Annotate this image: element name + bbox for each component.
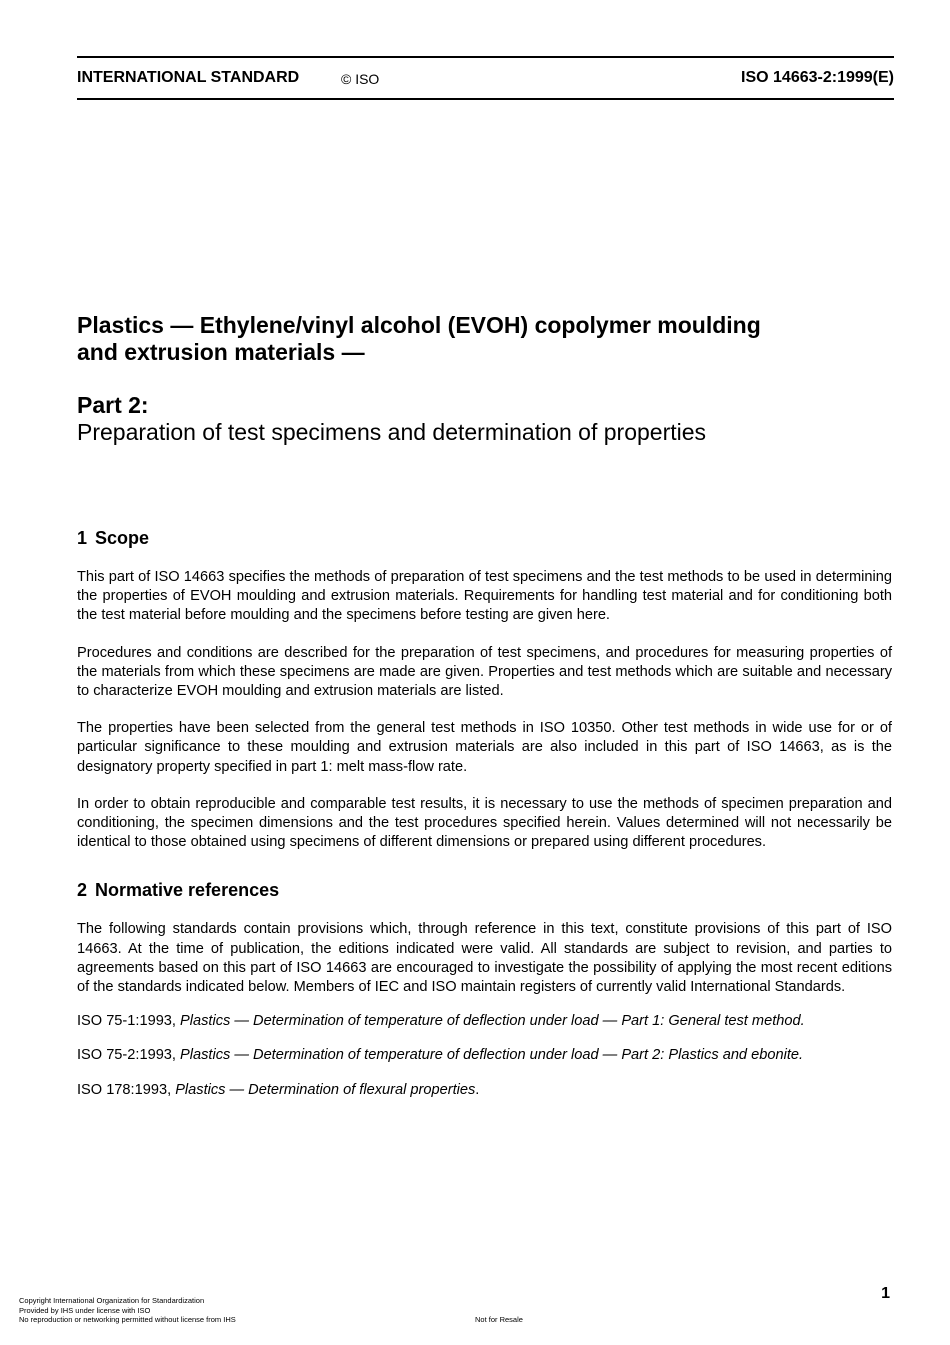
reference-item bbox=[77, 1046, 892, 1065]
reference-title: Plastics — Determination of temperature of deflection under load — Part 2: Plastics and ebonite. bbox=[180, 1047, 804, 1064]
reference-item bbox=[77, 1081, 892, 1100]
paragraph: Procedures and conditions are described for the preparation of test specimens, and procedures for measuring properties of the materials from which these specimens are made are given. Properties and test methods which are suitable and necessary to characterize EVOH moulding and extrusion materials are listed. bbox=[77, 644, 892, 700]
header-standard-label: INTERNATIONAL STANDARD bbox=[77, 69, 300, 86]
footer-line: No reproduction or networking permitted without license from IHS bbox=[19, 1315, 236, 1324]
footer-line: Provided by IHS under license with ISO bbox=[19, 1305, 151, 1315]
section-number: 1 bbox=[77, 528, 88, 548]
header-bottom-rule bbox=[77, 98, 894, 100]
section-title: Scope bbox=[95, 528, 150, 548]
reference-item bbox=[77, 1012, 892, 1031]
section-normative-references bbox=[77, 879, 892, 1099]
title-line-1: Plastics — Ethylene/vinyl alcohol (EVOH) copolymer moulding bbox=[77, 312, 761, 338]
part-label: Part 2: bbox=[77, 392, 149, 418]
section-heading bbox=[77, 527, 892, 549]
paragraph: The following standards contain provisions which, through reference in this text, constitute provisions of this part of ISO 14663. At the time of publication, the editions indicated were valid. All standards are subject to revision, and parties to agreements based on this part of ISO 14663 are encouraged to investigate the possibility of applying the most recent editions of the standards indicated below. Members of IEC and ISO maintain registers of currently valid International Standards. bbox=[77, 921, 892, 996]
section-scope bbox=[77, 527, 892, 852]
header-copyright: © ISO bbox=[341, 71, 380, 87]
paragraph: This part of ISO 14663 specifies the methods of preparation of test specimens and the test methods to be used in determining the properties of EVOH moulding and extrusion materials. Requirements for handling test material and for conditioning both the test material before moulding and the specimens before testing are given here. bbox=[77, 569, 892, 624]
section-heading bbox=[77, 879, 892, 901]
reference-title: Plastics — Determination of temperature of deflection under load — Part 1: General test method. bbox=[180, 1013, 805, 1030]
section-title: Normative references bbox=[95, 880, 280, 901]
reference-code: ISO 75-1:1993, bbox=[77, 1013, 176, 1030]
paragraph: The properties have been selected from the general test methods in ISO 10350. Other test methods in wide use for or of particular significance to these moulding and extrusion materials are also included in this part of ISO 14663, as is the designatory property specified in part 1: melt mass-flow rate. bbox=[77, 720, 892, 775]
document-body bbox=[77, 527, 892, 1115]
document-title bbox=[77, 312, 894, 366]
part-subtitle: Preparation of test specimens and determination of properties bbox=[77, 419, 707, 445]
footer-line: Copyright International Organization for Standardization bbox=[19, 1296, 205, 1305]
paragraph: In order to obtain reproducible and comparable test results, it is necessary to use the methods of specimen preparation and conditioning, the specimen dimensions and the test procedures specified herein. Values determined will not necessarily be identical to those obtained using specimens of different dimensions or prepared using different procedures. bbox=[77, 795, 892, 851]
reference-code: ISO 75-2:1993, bbox=[77, 1047, 176, 1064]
page-number: 1 bbox=[881, 1285, 890, 1302]
header-doc-number: ISO 14663-2:1999(E) bbox=[741, 69, 894, 86]
header-top-rule bbox=[77, 56, 894, 58]
footer-not-for-resale: Not for Resale bbox=[475, 1315, 523, 1324]
reference-code: ISO 178:1993, bbox=[77, 1081, 172, 1098]
title-line-2: and extrusion materials — bbox=[77, 339, 365, 365]
reference-suffix: . bbox=[475, 1081, 480, 1098]
section-number: 2 bbox=[77, 880, 88, 901]
footer-copyright-notice bbox=[19, 1296, 236, 1325]
reference-title: Plastics — Determination of flexural properties bbox=[175, 1081, 476, 1098]
